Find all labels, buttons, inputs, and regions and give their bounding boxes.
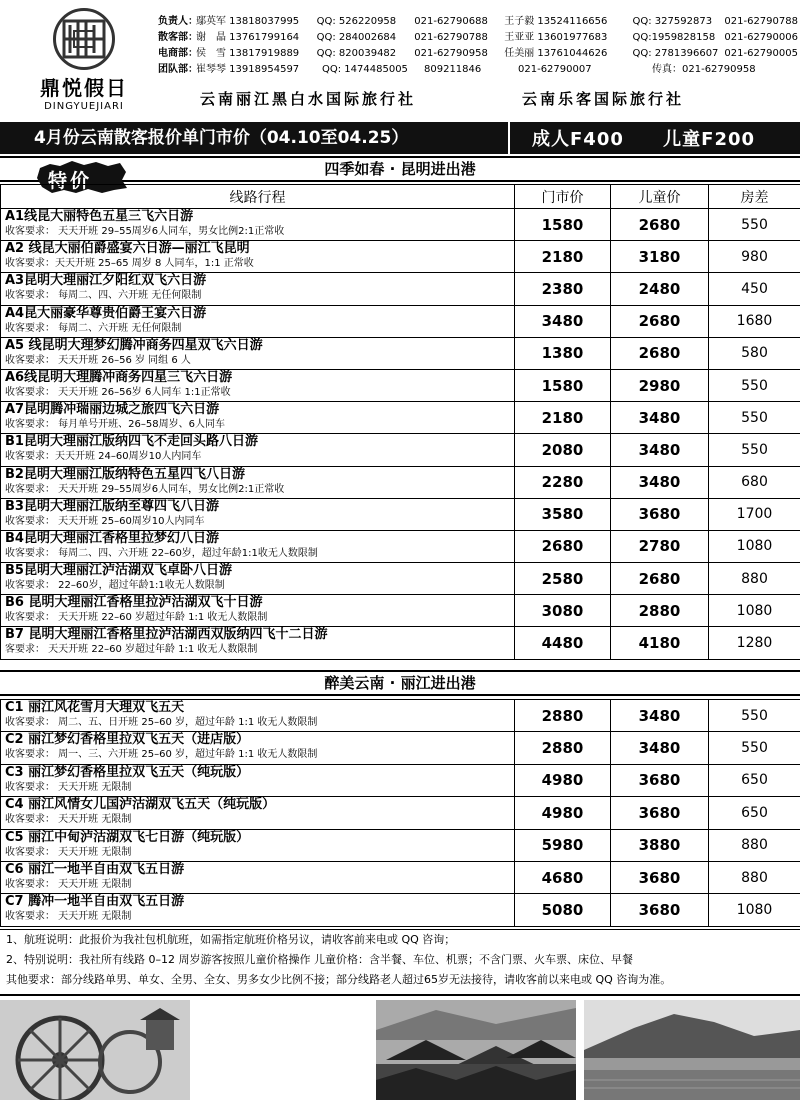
route-name: B5昆明大理丽江泸沽湖双飞卓卧八日游 <box>5 563 232 579</box>
table-row <box>1 305 800 337</box>
contact-person: 侯 雪 13817919889 <box>196 48 300 59</box>
contact-row <box>158 46 798 62</box>
route-cell <box>1 627 515 659</box>
room-diff: 550 <box>709 209 800 241</box>
route-cell <box>1 337 515 369</box>
contact-role: 电商部： <box>158 48 198 59</box>
route-cell <box>1 530 515 562</box>
route-requirement: 客要求： 天天开班 22–60 岁超过年龄 1:1 收无人数限制 <box>5 644 258 656</box>
table-row <box>1 732 800 764</box>
child-price: 2880 <box>611 595 709 627</box>
base-price-summary <box>510 125 787 151</box>
contact-person: 鄢英军 13818037995 <box>196 16 300 27</box>
route-cell <box>1 700 515 732</box>
route-cell <box>1 369 515 401</box>
child-price: 3680 <box>611 764 709 796</box>
contact-row <box>158 62 798 78</box>
table-row <box>1 369 800 401</box>
route-requirement: 收客要求： 每周二、六开班 无任何限制 <box>5 322 182 334</box>
child-price: 3680 <box>611 894 709 926</box>
room-diff: 880 <box>709 563 800 595</box>
route-cell <box>1 402 515 434</box>
child-price: 3180 <box>611 241 709 273</box>
route-requirement: 收客要求： 天天开班 22–60 岁超过年龄 1:1 收无人数限制 <box>5 612 268 624</box>
route-cell <box>1 434 515 466</box>
room-diff: 980 <box>709 241 800 273</box>
agency-name: 云南乐客国际旅行社 <box>522 90 685 108</box>
room-diff: 1080 <box>709 894 800 926</box>
table-row <box>1 563 800 595</box>
special-offer-label: 特价 <box>48 170 93 192</box>
route-cell <box>1 732 515 764</box>
contact-phone: 021-62790006 <box>724 32 798 43</box>
route-requirement: 收客要求： 每周二、四、六开班 无任何限制 <box>5 290 202 302</box>
table-row <box>1 764 800 796</box>
room-diff: 1080 <box>709 530 800 562</box>
child-price: 2780 <box>611 530 709 562</box>
room-diff: 550 <box>709 732 800 764</box>
route-requirement: 收客要求： 天天开班 无限制 <box>5 814 132 826</box>
route-name: B1昆明大理丽江版纳四飞不走回头路八日游 <box>5 434 258 450</box>
route-requirement: 收客要求： 天天开班 29–55周岁6人同车，男女比例2:1正常收 <box>5 226 285 237</box>
contact-phone: 021-62790958 <box>414 48 488 59</box>
route-requirement: 收客要求： 天天开班 无限制 <box>5 911 132 923</box>
room-diff: 880 <box>709 861 800 893</box>
door-price: 1580 <box>515 369 611 401</box>
note-special: 2、特别说明：我社所有线路 0–12 周岁游客按照儿童价格操作 儿童价格：含半餐、车位、机票；不含门票、火车票、床位、早餐 <box>6 953 633 966</box>
header-child-price: 儿童价 <box>611 185 709 209</box>
page-title: 4月份云南散客报价单门市价（04.10至04.25） <box>0 122 510 154</box>
contact-person: 任美丽 13761044626 <box>504 48 608 59</box>
door-price: 2380 <box>515 273 611 305</box>
table-row <box>1 273 800 305</box>
route-name: C4 丽江风情女儿国泸沽湖双飞五天（纯玩版） <box>5 797 276 813</box>
room-diff: 550 <box>709 402 800 434</box>
child-price: 3680 <box>611 861 709 893</box>
table-row <box>1 700 800 732</box>
table-row <box>1 241 800 273</box>
room-diff: 450 <box>709 273 800 305</box>
door-price: 4980 <box>515 764 611 796</box>
contact-person: 崔琴琴 13918954597 <box>196 64 300 75</box>
table-row <box>1 402 800 434</box>
route-requirement: 收客要求： 天天开班 29–55周岁6人同车，男女比例2:1正常收 <box>5 483 285 495</box>
table-row <box>1 209 800 241</box>
child-price: 3480 <box>611 732 709 764</box>
room-diff: 1080 <box>709 595 800 627</box>
door-price: 2580 <box>515 563 611 595</box>
adult-base-price: 成人F400 <box>532 129 624 150</box>
route-cell <box>1 563 515 595</box>
contact-qq: QQ: 284002684 <box>316 32 397 43</box>
table-row <box>1 797 800 829</box>
child-price: 3480 <box>611 466 709 498</box>
route-name: C6 丽江一地半自由双飞五日游 <box>5 861 185 877</box>
room-diff: 580 <box>709 337 800 369</box>
route-requirement: 收客要求： 天天开班 无限制 <box>5 781 132 793</box>
contact-role: 散客部： <box>158 32 198 43</box>
route-name: B7 昆明大理丽江香格里拉泸沽湖西双版纳四飞十二日游 <box>5 627 328 643</box>
contact-qq: QQ:1959828158 <box>632 32 716 43</box>
child-price: 2680 <box>611 209 709 241</box>
child-price: 2680 <box>611 337 709 369</box>
route-requirement: 收客要求： 22–60岁，超过年龄1:1收无人数限制 <box>5 580 225 592</box>
route-cell <box>1 595 515 627</box>
route-name: A2 线昆大丽伯爵盛宴六日游—丽江飞昆明 <box>5 241 250 257</box>
route-name: A7昆明腾冲瑞丽边城之旅四飞六日游 <box>5 402 220 418</box>
room-diff: 650 <box>709 764 800 796</box>
table-body <box>1 700 800 927</box>
door-price: 4480 <box>515 627 611 659</box>
room-diff: 1700 <box>709 498 800 530</box>
route-name: C5 丽江中甸泸沽湖双飞七日游（纯玩版） <box>5 829 250 845</box>
contact-qq: QQ: 327592873 <box>632 16 713 27</box>
child-price: 3480 <box>611 434 709 466</box>
route-cell <box>1 273 515 305</box>
header-door-price: 门市价 <box>515 185 611 209</box>
contact-phone: 021-62790788 <box>414 32 488 43</box>
brand-name-en: DINGYUEJIARI <box>44 101 124 112</box>
table-row <box>1 337 800 369</box>
room-diff: 1280 <box>709 627 800 659</box>
door-price: 5080 <box>515 894 611 926</box>
child-price: 3880 <box>611 829 709 861</box>
brand-name: 鼎悦假日 <box>40 76 128 100</box>
child-price: 2680 <box>611 563 709 595</box>
child-price: 2680 <box>611 305 709 337</box>
note-flight: 1、航班说明：此报价为我社包机航班，如需指定航班价格另议，请收客前来电或 QQ 咨询； <box>6 933 456 946</box>
contact-phone: 021-62790005 <box>724 48 798 59</box>
room-diff: 550 <box>709 369 800 401</box>
contact-phone: 809211846 <box>424 64 482 75</box>
contact-qq: QQ: 2781396607 <box>632 48 719 59</box>
table-row <box>1 829 800 861</box>
table-row <box>1 434 800 466</box>
table-row <box>1 894 800 926</box>
contact-phone: 021-62790007 <box>518 64 592 75</box>
header-room-diff: 房差 <box>709 185 800 209</box>
route-requirement: 收客要求： 每周二、四、六开班 22–60岁，超过年龄1:1收无人数限制 <box>5 547 318 559</box>
route-cell <box>1 466 515 498</box>
child-price: 3480 <box>611 700 709 732</box>
route-name: C2 丽江梦幻香格里拉双飞五天（进店版） <box>5 732 250 748</box>
room-diff: 550 <box>709 434 800 466</box>
route-name: A3昆明大理丽江夕阳红双飞六日游 <box>5 273 207 289</box>
child-price: 4180 <box>611 627 709 659</box>
route-name: B3昆明大理丽江版纳至尊四飞八日游 <box>5 498 219 514</box>
route-name: C7 腾冲一地半自由双飞五日游 <box>5 894 185 910</box>
route-name: A1线昆大丽特色五星三飞六日游 <box>5 209 194 224</box>
contact-role: 负责人： <box>158 16 198 27</box>
door-price: 2680 <box>515 530 611 562</box>
door-price: 3480 <box>515 305 611 337</box>
header-route: 线路行程 <box>1 185 515 209</box>
room-diff: 880 <box>709 829 800 861</box>
contact-person: 谢 晶 13761799164 <box>196 32 300 43</box>
contact-row <box>158 14 798 30</box>
route-requirement: 收客要求： 每月单号开班、26–58周岁、6人同车 <box>5 419 225 431</box>
contact-phone: 021-62790688 <box>414 16 488 27</box>
route-name: B6 昆明大理丽江香格里拉泸沽湖双飞十日游 <box>5 595 263 611</box>
route-requirement: 收客要求：天天开班 24–60周岁10人内同车 <box>5 451 202 463</box>
header <box>0 0 800 118</box>
route-requirement: 收客要求：天天开班 25–65 周岁 8 人同车，1:1 正常收 <box>5 258 254 270</box>
door-price: 5980 <box>515 829 611 861</box>
route-requirement: 收客要求： 天天开班 26–56 岁 同组 6 人 <box>5 354 191 366</box>
contact-person: 王亚亚 13601977683 <box>504 32 608 43</box>
room-diff: 680 <box>709 466 800 498</box>
child-price: 3680 <box>611 498 709 530</box>
route-requirement: 收客要求： 天天开班 无限制 <box>5 846 132 858</box>
title-bar <box>0 122 800 154</box>
price-table-kunming <box>0 184 800 660</box>
route-name: A4昆大丽豪华尊贵伯爵王宴六日游 <box>5 305 207 321</box>
door-price: 2180 <box>515 402 611 434</box>
table-row <box>1 530 800 562</box>
route-cell <box>1 797 515 829</box>
route-requirement: 收客要求： 周二、五、日开班 25–60 岁，超过年龄 1:1 收无人数限制 <box>5 717 318 728</box>
route-cell <box>1 241 515 273</box>
table-row <box>1 498 800 530</box>
contact-person: 王子毅 13524116656 <box>504 16 608 27</box>
route-cell <box>1 764 515 796</box>
contact-row <box>158 30 798 46</box>
room-diff: 550 <box>709 700 800 732</box>
contact-qq: QQ: 526220958 <box>316 16 397 27</box>
agency-name: 云南丽江黑白水国际旅行社 <box>200 90 417 108</box>
route-cell <box>1 894 515 926</box>
route-cell <box>1 305 515 337</box>
table-header-row <box>1 185 800 209</box>
door-price: 2880 <box>515 700 611 732</box>
section-title-lijiang: 醉美云南 · 丽江进出港 <box>0 670 800 696</box>
photo-old-town-roofs <box>376 1000 576 1100</box>
door-price: 1580 <box>515 209 611 241</box>
route-cell <box>1 209 515 241</box>
contact-role: 团队部： <box>158 64 198 75</box>
agency-names <box>200 88 800 109</box>
room-diff: 1680 <box>709 305 800 337</box>
route-cell <box>1 861 515 893</box>
contact-qq: QQ: 820039482 <box>316 48 397 59</box>
door-price: 2180 <box>515 241 611 273</box>
child-price: 3480 <box>611 402 709 434</box>
price-table-lijiang <box>0 699 800 927</box>
notes <box>0 929 800 990</box>
route-name: C3 丽江梦幻香格里拉双飞五天（纯玩版） <box>5 764 250 780</box>
contact-qq: QQ: 1474485005 <box>322 64 408 75</box>
route-name: C1 丽江风花雪月大理双飞五天 <box>5 700 185 715</box>
child-price: 3680 <box>611 797 709 829</box>
route-requirement: 收客要求： 天天开班 25–60周岁10人内同车 <box>5 515 205 527</box>
logo-emblem-icon <box>53 8 115 70</box>
route-name: A5 线昆明大理梦幻腾冲商务四星双飞六日游 <box>5 337 263 353</box>
route-requirement: 收客要求： 周一、三、六开班 25–60 岁，超过年龄 1:1 收无人数限制 <box>5 749 318 761</box>
photo-strip <box>0 994 800 1100</box>
child-base-price: 儿童F200 <box>663 129 756 150</box>
table-row <box>1 627 800 659</box>
table-row <box>1 861 800 893</box>
route-name: B2昆明大理丽江版纳特色五星四飞八日游 <box>5 466 245 482</box>
contact-phone: 021-62790788 <box>724 16 798 27</box>
route-name: A6线昆明大理腾冲商务四星三飞六日游 <box>5 369 233 385</box>
note-other: 其他要求：部分线路单男、单女、全男、全女、男多女少比例不接；部分线路老人超过65岁无法接待，请收客前以来电或 QQ 咨询为准。 <box>6 973 672 986</box>
door-price: 4980 <box>515 797 611 829</box>
child-price: 2480 <box>611 273 709 305</box>
section-title-kunming: 四季如春 · 昆明进出港 <box>0 156 800 182</box>
route-cell <box>1 829 515 861</box>
route-name: B4昆明大理丽江香格里拉梦幻八日游 <box>5 530 219 546</box>
contact-fax: 传真：021-62790958 <box>652 64 756 75</box>
door-price: 3080 <box>515 595 611 627</box>
door-price: 4680 <box>515 861 611 893</box>
route-cell <box>1 498 515 530</box>
room-diff: 650 <box>709 797 800 829</box>
route-requirement: 收客要求： 天天开班 26–56岁 6人同车 1:1正常收 <box>5 386 231 398</box>
contact-list <box>158 14 798 78</box>
child-price: 2980 <box>611 369 709 401</box>
door-price: 2880 <box>515 732 611 764</box>
door-price: 1380 <box>515 337 611 369</box>
table-row <box>1 595 800 627</box>
logo <box>14 8 154 112</box>
table-row <box>1 466 800 498</box>
photo-mountain-lake <box>584 1000 800 1100</box>
table-body <box>1 209 800 660</box>
door-price: 2280 <box>515 466 611 498</box>
photo-waterwheels <box>0 1000 190 1100</box>
route-requirement: 收客要求： 天天开班 无限制 <box>5 878 132 890</box>
door-price: 3580 <box>515 498 611 530</box>
door-price: 2080 <box>515 434 611 466</box>
